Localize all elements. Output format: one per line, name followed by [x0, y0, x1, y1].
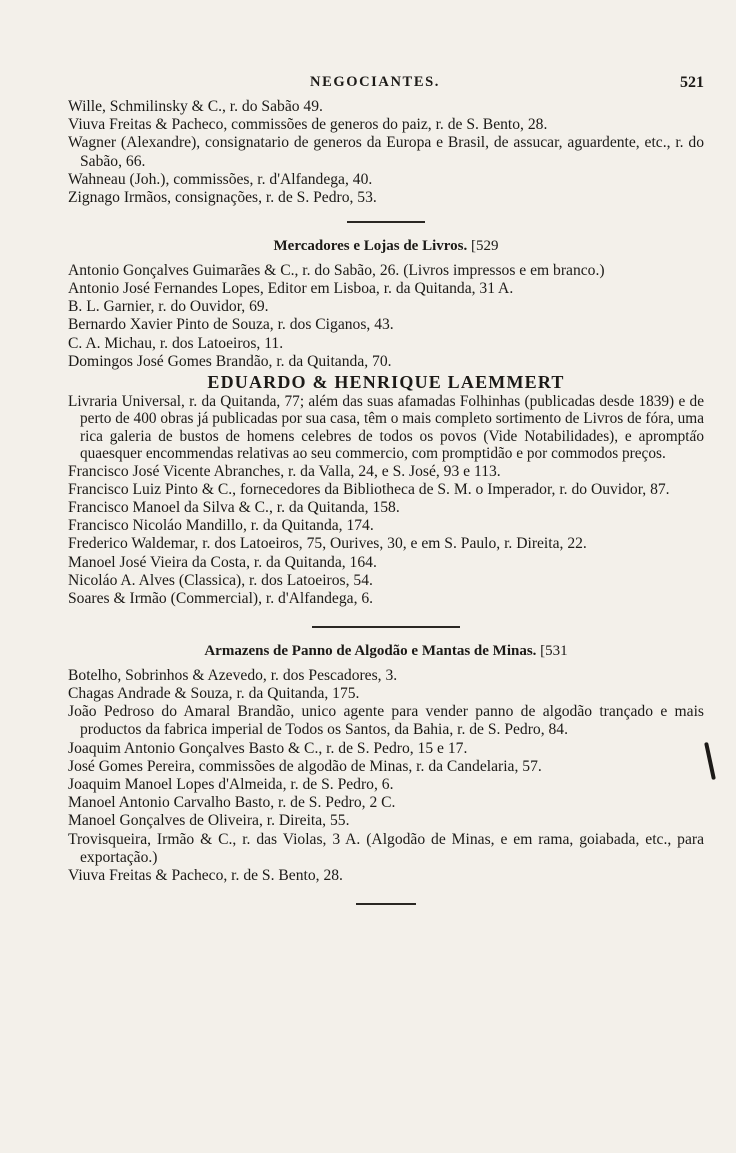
list-item: Joaquim Antonio Gonçalves Basto & C., r. de S. Pedro, 15 e 17. — [68, 739, 468, 757]
section-heading-cloth — [68, 642, 704, 661]
list-item: Viuva Freitas & Pacheco, commissões de generos do paiz, r. de S. Bento, 28. — [68, 116, 548, 134]
list-item: Antonio Gonçalves Guimarães & C., r. do Sabão, 26. (Livros impressos e em branco.) — [68, 261, 605, 279]
list-item: Manoel José Vieira da Costa, r. da Quitanda, 164. — [68, 553, 377, 571]
books-list — [68, 262, 704, 608]
list-item: Viuva Freitas & Pacheco, r. de S. Bento, 28. — [68, 866, 343, 884]
cloth-list — [68, 667, 704, 885]
list-item: C. A. Michau, r. dos Latoeiros, 11. — [68, 334, 284, 352]
page-number: 521 — [680, 74, 704, 91]
list-item: Francisco Manoel da Silva & C., r. da Quitanda, 158. — [68, 498, 400, 516]
list-item: Bernardo Xavier Pinto de Souza, r. dos Ciganos, 43. — [68, 316, 394, 334]
list-item: Manoel Gonçalves de Oliveira, r. Direita, 55. — [68, 812, 350, 830]
list-item: Domingos José Gomes Brandão, r. da Quitanda, 70. — [68, 352, 392, 370]
list-item: Chagas Andrade & Souza, r. da Quitanda, 175. — [68, 684, 360, 702]
list-item: Zignago Irmãos, consignações, r. de S. Pedro, 53. — [68, 189, 377, 207]
section-ref: [531 — [540, 642, 568, 659]
margin-mark — [704, 742, 716, 780]
list-item: Francisco José Vicente Abranches, r. da Valla, 24, e S. José, 93 e 113. — [68, 462, 501, 480]
list-item: Francisco Nicoláo Mandillo, r. da Quitanda, 174. — [68, 517, 374, 535]
running-title: NEGOCIANTES. — [310, 74, 440, 90]
list-item: Joaquim Manoel Lopes d'Almeida, r. de S. Pedro, 6. — [68, 775, 394, 793]
list-item: Botelho, Sobrinhos & Azevedo, r. dos Pescadores, 3. — [68, 666, 398, 684]
list-item: Francisco Luiz Pinto & C., fornecedores da Bibliotheca de S. M. o Imperador, r. do Ouvidor, 87. — [68, 480, 670, 498]
list-item: Trovisqueira, Irmão & C., r. das Violas, 3 A. (Algodão de Minas, e em rama, goiabada, etc., para exportação.) — [68, 830, 704, 866]
section-divider — [312, 626, 460, 628]
running-head — [68, 74, 704, 98]
list-item: Nicoláo A. Alves (Classica), r. dos Latoeiros, 54. — [68, 571, 373, 589]
list-item: Soares & Irmão (Commercial), r. d'Alfandega, 6. — [68, 589, 374, 607]
directory-page — [68, 74, 704, 905]
section-divider — [356, 903, 416, 905]
section-divider — [347, 221, 425, 223]
list-item: João Pedroso do Amaral Brandão, unico agente para vender panno de algodão trançado e mais productos da fabrica imperial de Todos os Santos, da Bahia, r. de S. Pedro, 84. — [68, 703, 704, 739]
intro-list — [68, 98, 704, 207]
list-item: B. L. Garnier, r. do Ouvidor, 69. — [68, 298, 269, 316]
list-item: Manoel Antonio Carvalho Basto, r. de S. Pedro, 2 C. — [68, 794, 396, 812]
list-item: José Gomes Pereira, commissões de algodão de Minas, r. da Candelaria, 57. — [68, 757, 542, 775]
list-item: Wille, Schmilinsky & C., r. do Sabão 49. — [68, 98, 323, 115]
list-item: Wahneau (Joh.), commissões, r. d'Alfandega, 40. — [68, 170, 373, 188]
section-ref: [529 — [470, 237, 499, 254]
list-item: Antonio José Fernandes Lopes, Editor em Lisboa, r. da Quitanda, 31 A. — [68, 279, 514, 297]
featured-firm-name: EDUARDO & HENRIQUE LAEMMERT — [207, 371, 565, 392]
section-title: Mercadores e Lojas de Livros. — [273, 237, 468, 254]
featured-firm-description: Livraria Universal, r. da Quitanda, 77; além das suas afamadas Folhinhas (publicadas desde 1839) e de perto de 400 obras já publicadas por sua casa, têm o mais completo sortimento de Livros de fóra, uma rica galeria de bustos de homens celebres de todos os povos (Vide Notabilidades), e aprompta̋o quaesquer encommendas relativas ao seu commercio, com promptidão e por commodos preços. — [68, 392, 704, 463]
list-item: Wagner (Alexandre), consignatario de generos da Europa e Brasil, de assucar, aguardente, etc., r. do Sabão, 66. — [68, 134, 704, 170]
section-title: Armazens de Panno de Algodão e Mantas de Minas. — [204, 642, 537, 659]
section-heading-books — [68, 237, 704, 256]
list-item: Frederico Waldemar, r. dos Latoeiros, 75, Ourives, 30, e em S. Paulo, r. Direita, 22. — [68, 535, 587, 553]
